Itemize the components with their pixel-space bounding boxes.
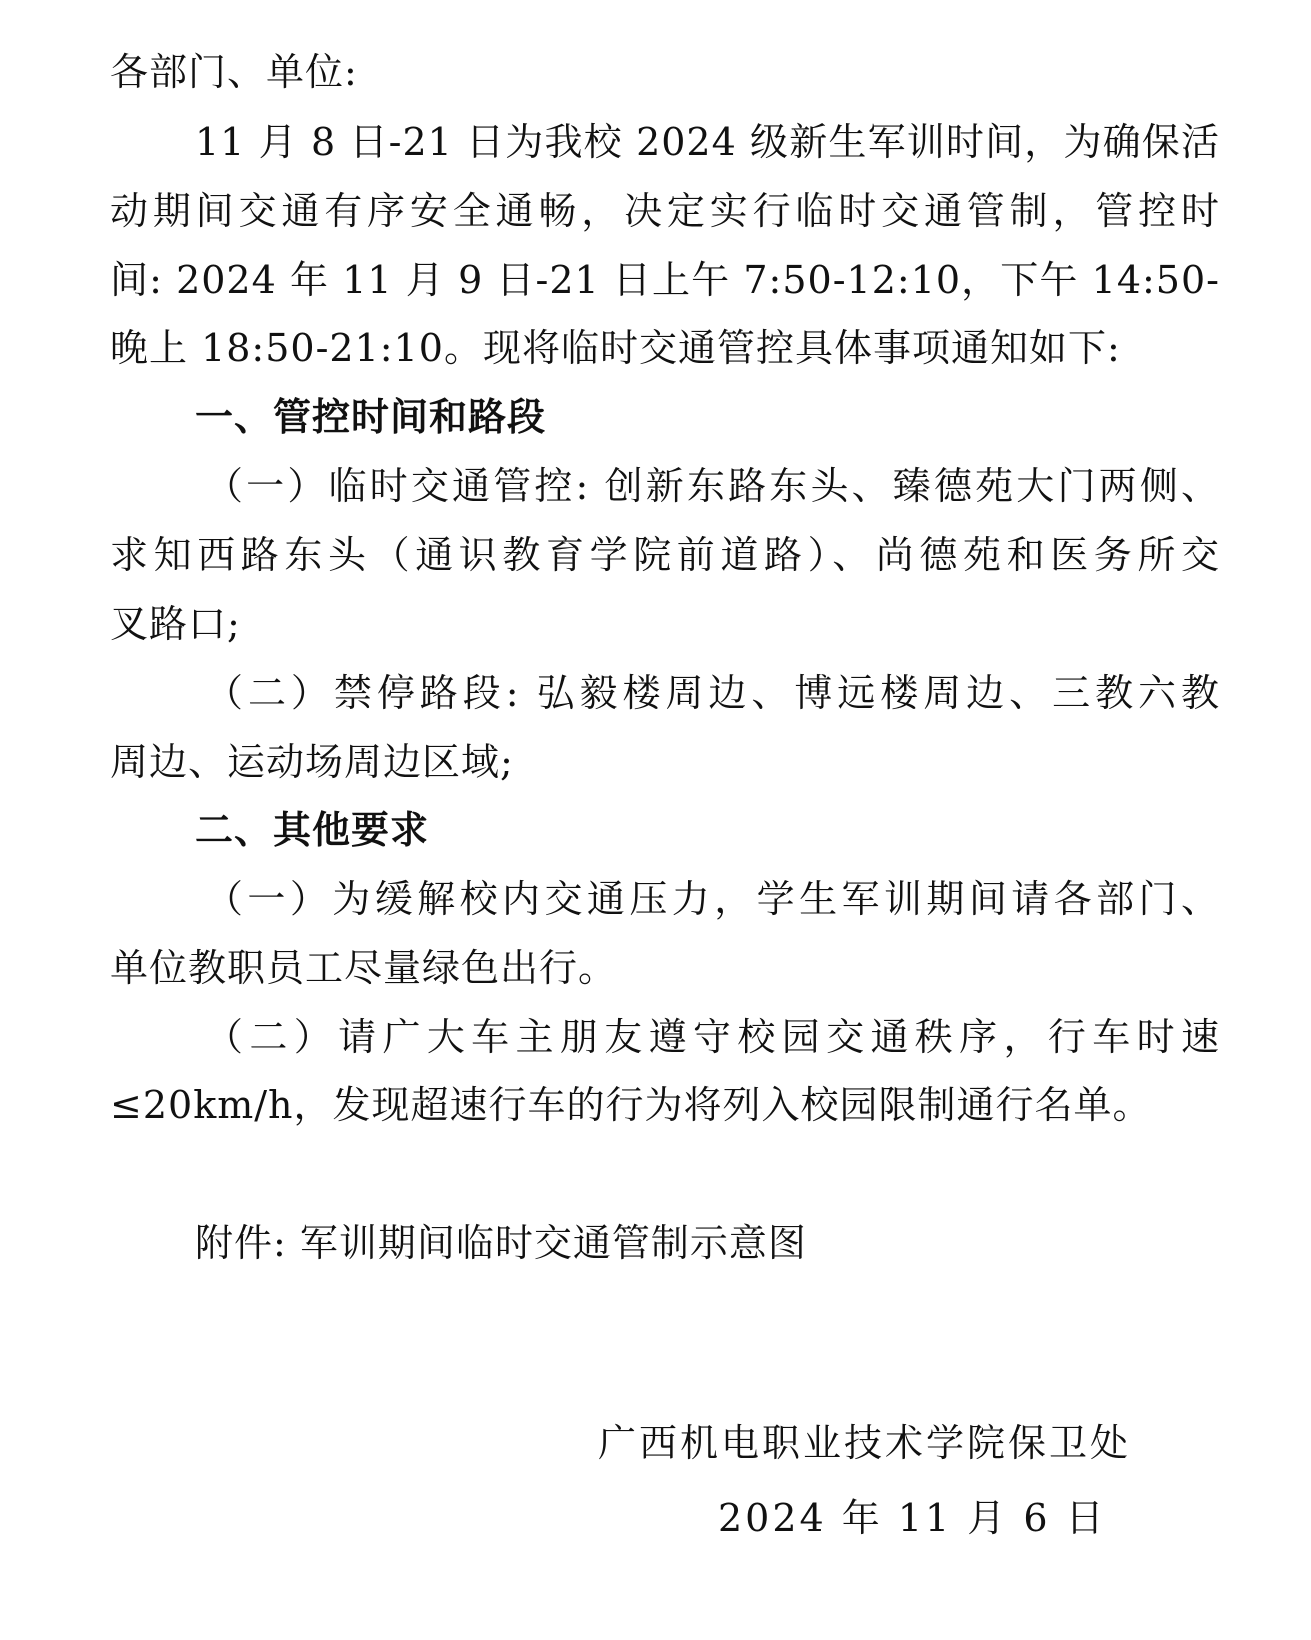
intro-line-1: 11 月 8 日-21 日为我校 2024 级新生军训时间，为确保活 bbox=[195, 120, 1220, 164]
section-2-heading: 二、其他要求 bbox=[195, 808, 430, 852]
attachment-note: 附件: 军训期间临时交通管制示意图 bbox=[195, 1221, 807, 1265]
intro-line-2: 动期间交通有序安全通畅，决定实行临时交通管制，管控时 bbox=[110, 189, 1220, 233]
signature-date: 2024 年 11 月 6 日 bbox=[718, 1496, 1107, 1540]
section-1-item-1-line-2: 求知西路东头（通识教育学院前道路）、尚德苑和医务所交 bbox=[110, 533, 1220, 577]
section-2-item-1-line-2: 单位教职员工尽量绿色出行。 bbox=[110, 946, 618, 990]
intro-line-4: 晚上 18:50-21:10。现将临时交通管控具体事项通知如下: bbox=[110, 326, 1121, 370]
section-2-item-2-line-1: （二）请广大车主朋友遵守校园交通秩序，行车时速 bbox=[205, 1015, 1220, 1059]
section-1-item-2-line-2: 周边、运动场周边区域; bbox=[110, 740, 514, 784]
section-1-item-1-line-1: （一）临时交通管控: 创新东路东头、臻德苑大门两侧、 bbox=[205, 464, 1220, 508]
intro-line-3: 间: 2024 年 11 月 9 日-21 日上午 7:50-12:10，下午 14:50- bbox=[110, 258, 1220, 302]
salutation: 各部门、单位: bbox=[110, 50, 358, 94]
section-2-item-1-line-1: （一）为缓解校内交通压力，学生军训期间请各部门、 bbox=[205, 877, 1220, 921]
section-2-item-2-line-2: ≤20km/h，发现超速行车的行为将列入校园限制通行名单。 bbox=[110, 1083, 1152, 1127]
signature-organization: 广西机电职业技术学院保卫处 bbox=[598, 1421, 1132, 1465]
section-1-heading: 一、管控时间和路段 bbox=[195, 395, 547, 439]
section-1-item-2-line-1: （二）禁停路段: 弘毅楼周边、博远楼周边、三教六教 bbox=[205, 671, 1220, 715]
section-1-item-1-line-3: 叉路口; bbox=[110, 602, 241, 646]
